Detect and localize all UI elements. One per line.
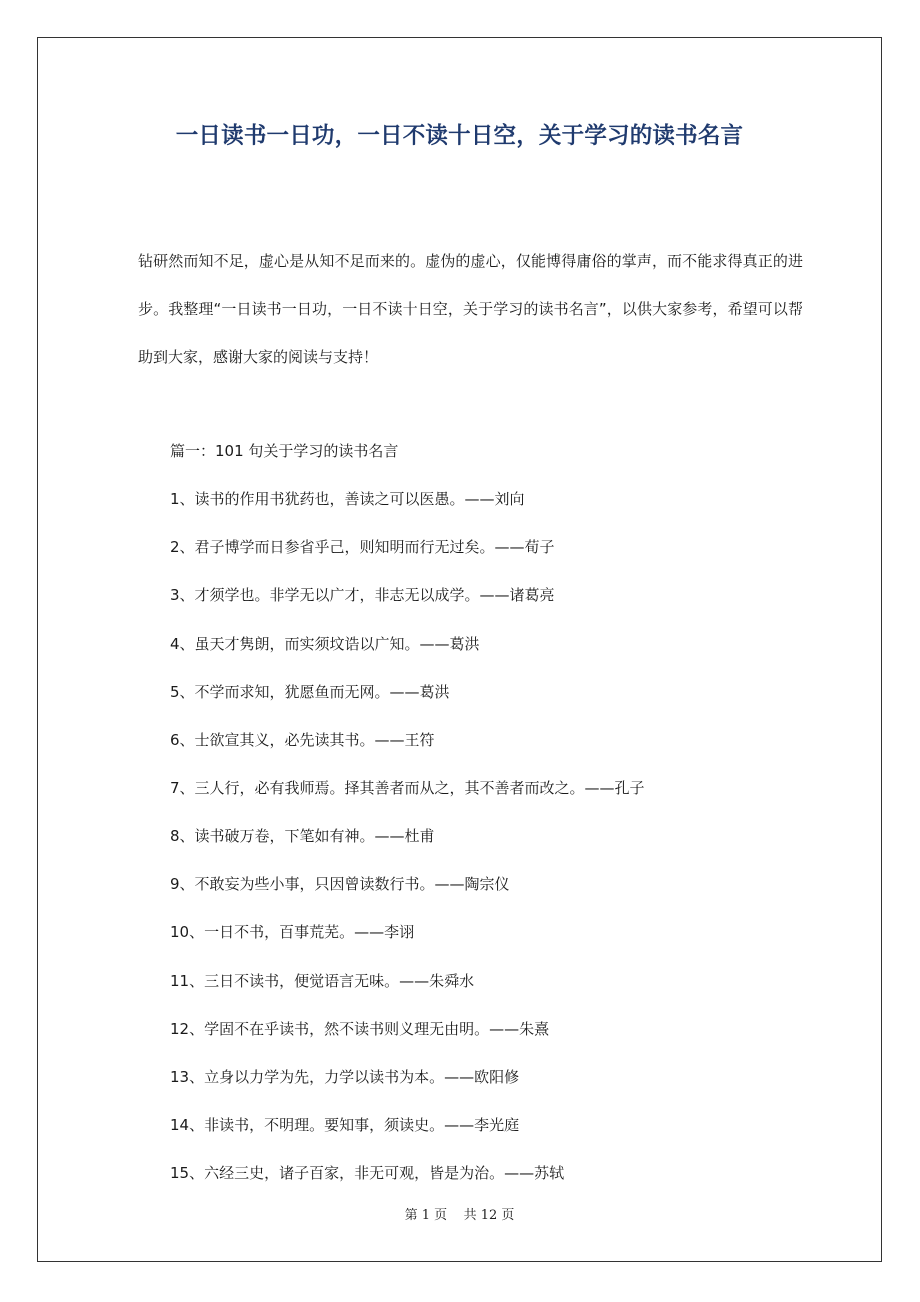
quote-item: 8、读书破万卷，下笔如有神。——杜甫 <box>170 827 435 846</box>
intro-paragraph: 钻研然而知不足，虚心是从知不足而来的。虚伪的虚心，仅能博得庸俗的掌声，而不能求得真正的进步。我整理“一日读书一日功，一日不读十日空，关于学习的读书名言”，以供大家参考，希望可以帮助到大家，感谢大家的阅读与支持！ <box>138 252 803 366</box>
page-number-footer: 第 1 页 共 12 页 <box>404 1208 515 1223</box>
quote-item: 3、才须学也。非学无以广才，非志无以成学。——诸葛亮 <box>170 586 555 605</box>
document-title: 一日读书一日功，一日不读十日空，关于学习的读书名言 <box>175 123 744 149</box>
quote-item: 14、非读书，不明理。要知事，须读史。——李光庭 <box>170 1115 520 1134</box>
quote-item: 4、虽天才隽朗，而实须坟诰以广知。——葛洪 <box>170 634 480 653</box>
quote-section <box>170 427 810 1197</box>
quote-item: 11、三日不读书，便觉语言无味。——朱舜水 <box>170 971 475 990</box>
quote-item: 12、学固不在乎读书，然不读书则义理无由明。——朱熹 <box>170 1019 550 1038</box>
quote-item: 10、一日不书，百事荒芜。——李诩 <box>170 923 415 942</box>
section-heading: 篇一：101 句关于学习的读书名言 <box>170 442 399 460</box>
quote-item: 2、君子博学而日参省乎己，则知明而行无过矣。——荀子 <box>170 538 555 557</box>
quote-item: 6、士欲宣其义，必先读其书。——王符 <box>170 730 435 749</box>
quote-item: 9、不敢妄为些小事，只因曾读数行书。——陶宗仪 <box>170 875 510 894</box>
quote-item: 7、三人行，必有我师焉。择其善者而从之，其不善者而改之。——孔子 <box>170 778 645 797</box>
quote-item: 13、立身以力学为先，力学以读书为本。——欧阳修 <box>170 1067 520 1086</box>
quote-item: 1、读书的作用书犹药也，善读之可以医愚。——刘向 <box>170 490 525 509</box>
quote-item: 5、不学而求知，犹愿鱼而无网。——葛洪 <box>170 682 450 701</box>
quote-item: 15、六经三史，诸子百家，非无可观，皆是为治。——苏轼 <box>170 1164 565 1183</box>
